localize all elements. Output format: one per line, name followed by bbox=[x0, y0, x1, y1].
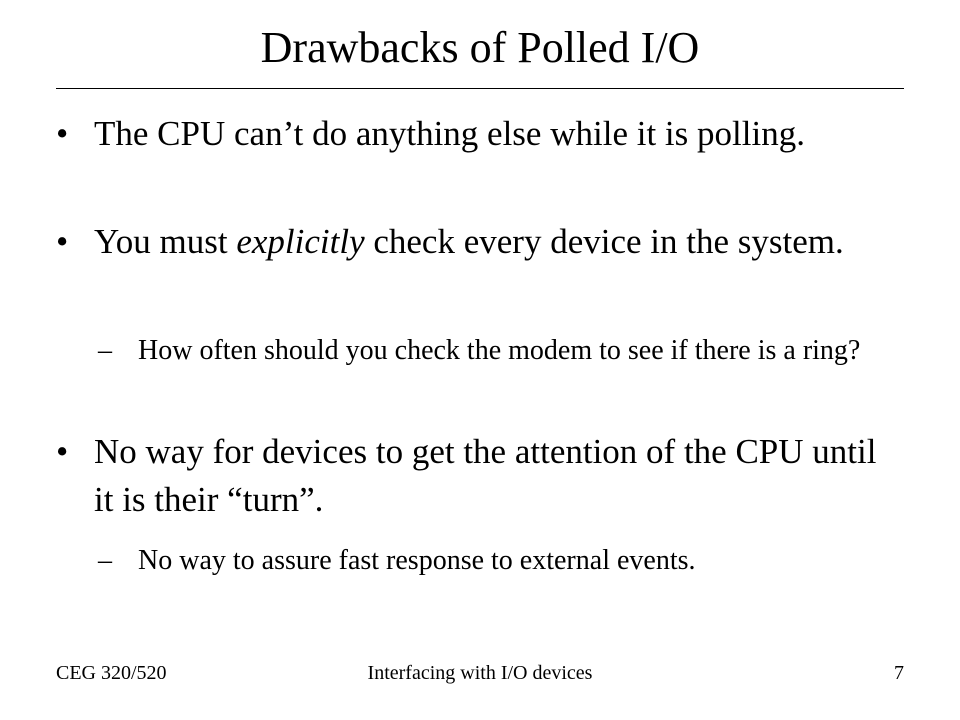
footer-page-number: 7 bbox=[894, 662, 904, 684]
bullet-text-part: You must bbox=[94, 222, 237, 261]
sub-bullet-text: No way to assure fast response to external events. bbox=[138, 545, 696, 576]
bullet-text: No way for devices to get the attention of the CPU until it is their “turn”. bbox=[94, 432, 877, 519]
sub-bullet-item bbox=[98, 541, 898, 581]
slide-title: Drawbacks of Polled I/O bbox=[260, 23, 700, 72]
bullet-text: The CPU can’t do anything else while it is polling. bbox=[94, 114, 805, 153]
bullet-item bbox=[56, 110, 886, 158]
bullet-item bbox=[56, 218, 886, 266]
bullet-text bbox=[56, 218, 886, 266]
bullet-item bbox=[56, 428, 886, 524]
footer-course-code: CEG 320/520 bbox=[56, 662, 167, 684]
bullet-marker: • bbox=[56, 222, 69, 261]
bullet-text-part: check every device in the system. bbox=[364, 222, 844, 261]
bullet-marker: • bbox=[56, 114, 69, 153]
footer-lecture-title: Interfacing with I/O devices bbox=[367, 662, 593, 684]
sub-bullet-marker: – bbox=[98, 545, 112, 576]
bullet-text-emphasis: explicitly bbox=[236, 222, 365, 261]
sub-bullet-text: How often should you check the modem to see if there is a ring? bbox=[138, 335, 861, 366]
sub-bullet-marker: – bbox=[98, 335, 112, 366]
bullet-marker: • bbox=[56, 432, 69, 471]
sub-bullet-item bbox=[98, 331, 898, 371]
